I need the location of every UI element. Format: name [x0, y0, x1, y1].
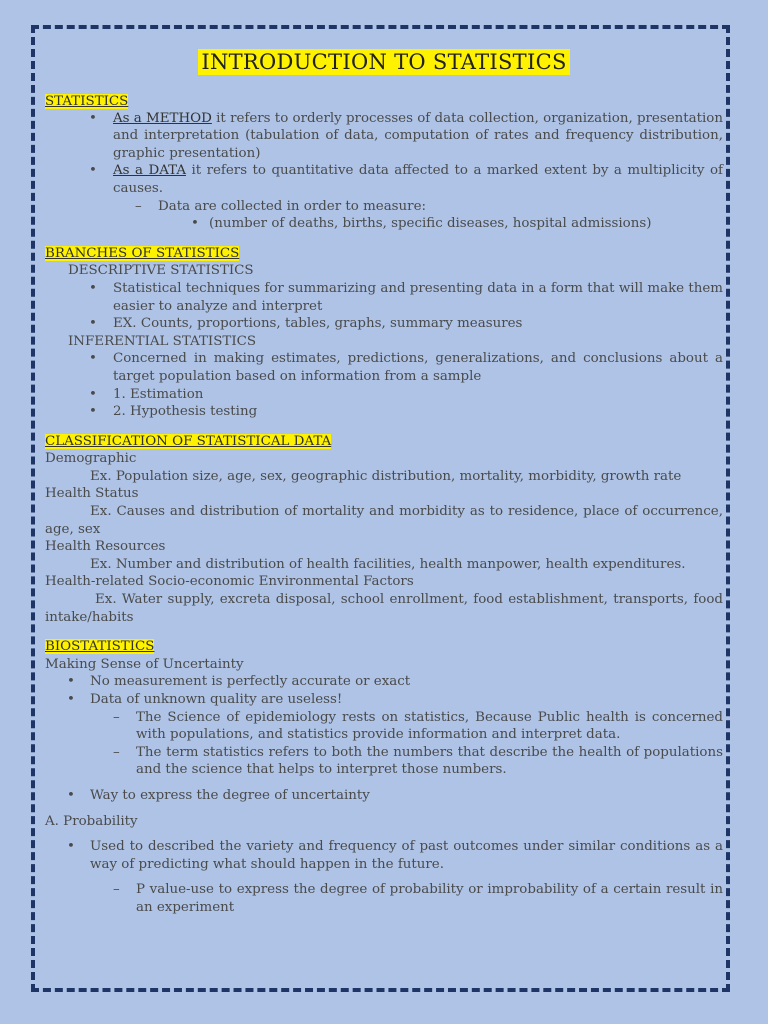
descriptive-heading: DESCRIPTIVE STATISTICS: [68, 263, 254, 279]
document-content: [45, 50, 723, 917]
list-item: • Used to described the variety and frequency of past outcomes under similar conditions as a way of predicting what should happen in the future.: [45, 838, 723, 873]
statistics-list: [45, 110, 723, 198]
section-heading-statistics: STATISTICS: [45, 94, 129, 109]
list-item: • 2. Hypothesis testing: [45, 403, 723, 421]
descriptive-list: [45, 280, 723, 333]
section-heading-branches: BRANCHES OF STATISTICS: [45, 245, 240, 261]
list-item: • EX. Counts, proportions, tables, graphs, summary measures: [45, 315, 723, 333]
list-item: – The Science of epidemiology rests on statistics, Because Public health is concerned with populations, and statistics provide information and interpret data.: [45, 709, 723, 744]
sub-dash-item: – Data are collected in order to measure:: [45, 198, 723, 216]
probability-list: [45, 838, 723, 873]
socio-example: Ex. Water supply, excreta disposal, school enrollment, food establishment, transports, food intake/habits: [45, 592, 723, 625]
list-item: • Way to express the degree of uncertainty: [45, 787, 723, 805]
demographic-label: Demographic: [45, 451, 137, 467]
list-item: • Statistical techniques for summarizing and presenting data in a form that will make them easier to analyze and interpret: [45, 280, 723, 315]
socio-label: Health-related Socio-economic Environmental Factors: [45, 574, 414, 590]
biostatistics-dash-list: [45, 709, 723, 779]
list-item: • No measurement is perfectly accurate or exact: [45, 673, 723, 691]
list-item: – The term statistics refers to both the numbers that describe the health of populations and the science that helps to interpret those numbers.: [45, 744, 723, 779]
list-item: • Data of unknown quality are useless!: [45, 691, 723, 709]
list-item: • As a METHOD it refers to orderly processes of data collection, organization, presentation and interpretation (tabulation of data, computation of rates and frequency distribution, graphic presentation): [45, 110, 723, 163]
list-item: • 1. Estimation: [45, 386, 723, 404]
list-item: – P value-use to express the degree of probability or improbability of a certain result in an experiment: [45, 881, 723, 916]
health-resources-example: Ex. Number and distribution of health facilities, health manpower, health expenditures.: [90, 556, 686, 572]
section-heading-classification: CLASSIFICATION OF STATISTICAL DATA: [45, 433, 332, 449]
health-status-example: Ex. Causes and distribution of mortality and morbidity as to residence, place of occurrence, age, sex: [45, 504, 723, 537]
page-title: INTRODUCTION TO STATISTICS: [45, 50, 723, 78]
inferential-heading: INFERENTIAL STATISTICS: [68, 333, 257, 349]
sub-bullet-item: • (number of deaths, births, specific diseases, hospital admissions): [45, 215, 723, 233]
biostatistics-list: [45, 673, 723, 708]
inferential-list: [45, 350, 723, 420]
p-value-list: [45, 881, 723, 916]
list-item: • Concerned in making estimates, predictions, generalizations, and conclusions about a target population based on information from a sample: [45, 350, 723, 385]
demographic-example: Ex. Population size, age, sex, geographic distribution, mortality, morbidity, growth rate: [90, 468, 682, 484]
probability-heading: A. Probability: [45, 813, 138, 829]
health-resources-label: Health Resources: [45, 539, 166, 555]
health-status-label: Health Status: [45, 486, 139, 502]
uncertainty-list: [45, 787, 723, 805]
list-item: • As a DATA it refers to quantitative data affected to a marked extent by a multiplicity of causes.: [45, 162, 723, 197]
biostatistics-subheading: Making Sense of Uncertainty: [45, 656, 244, 672]
section-heading-biostatistics: BIOSTATISTICS: [45, 639, 155, 655]
